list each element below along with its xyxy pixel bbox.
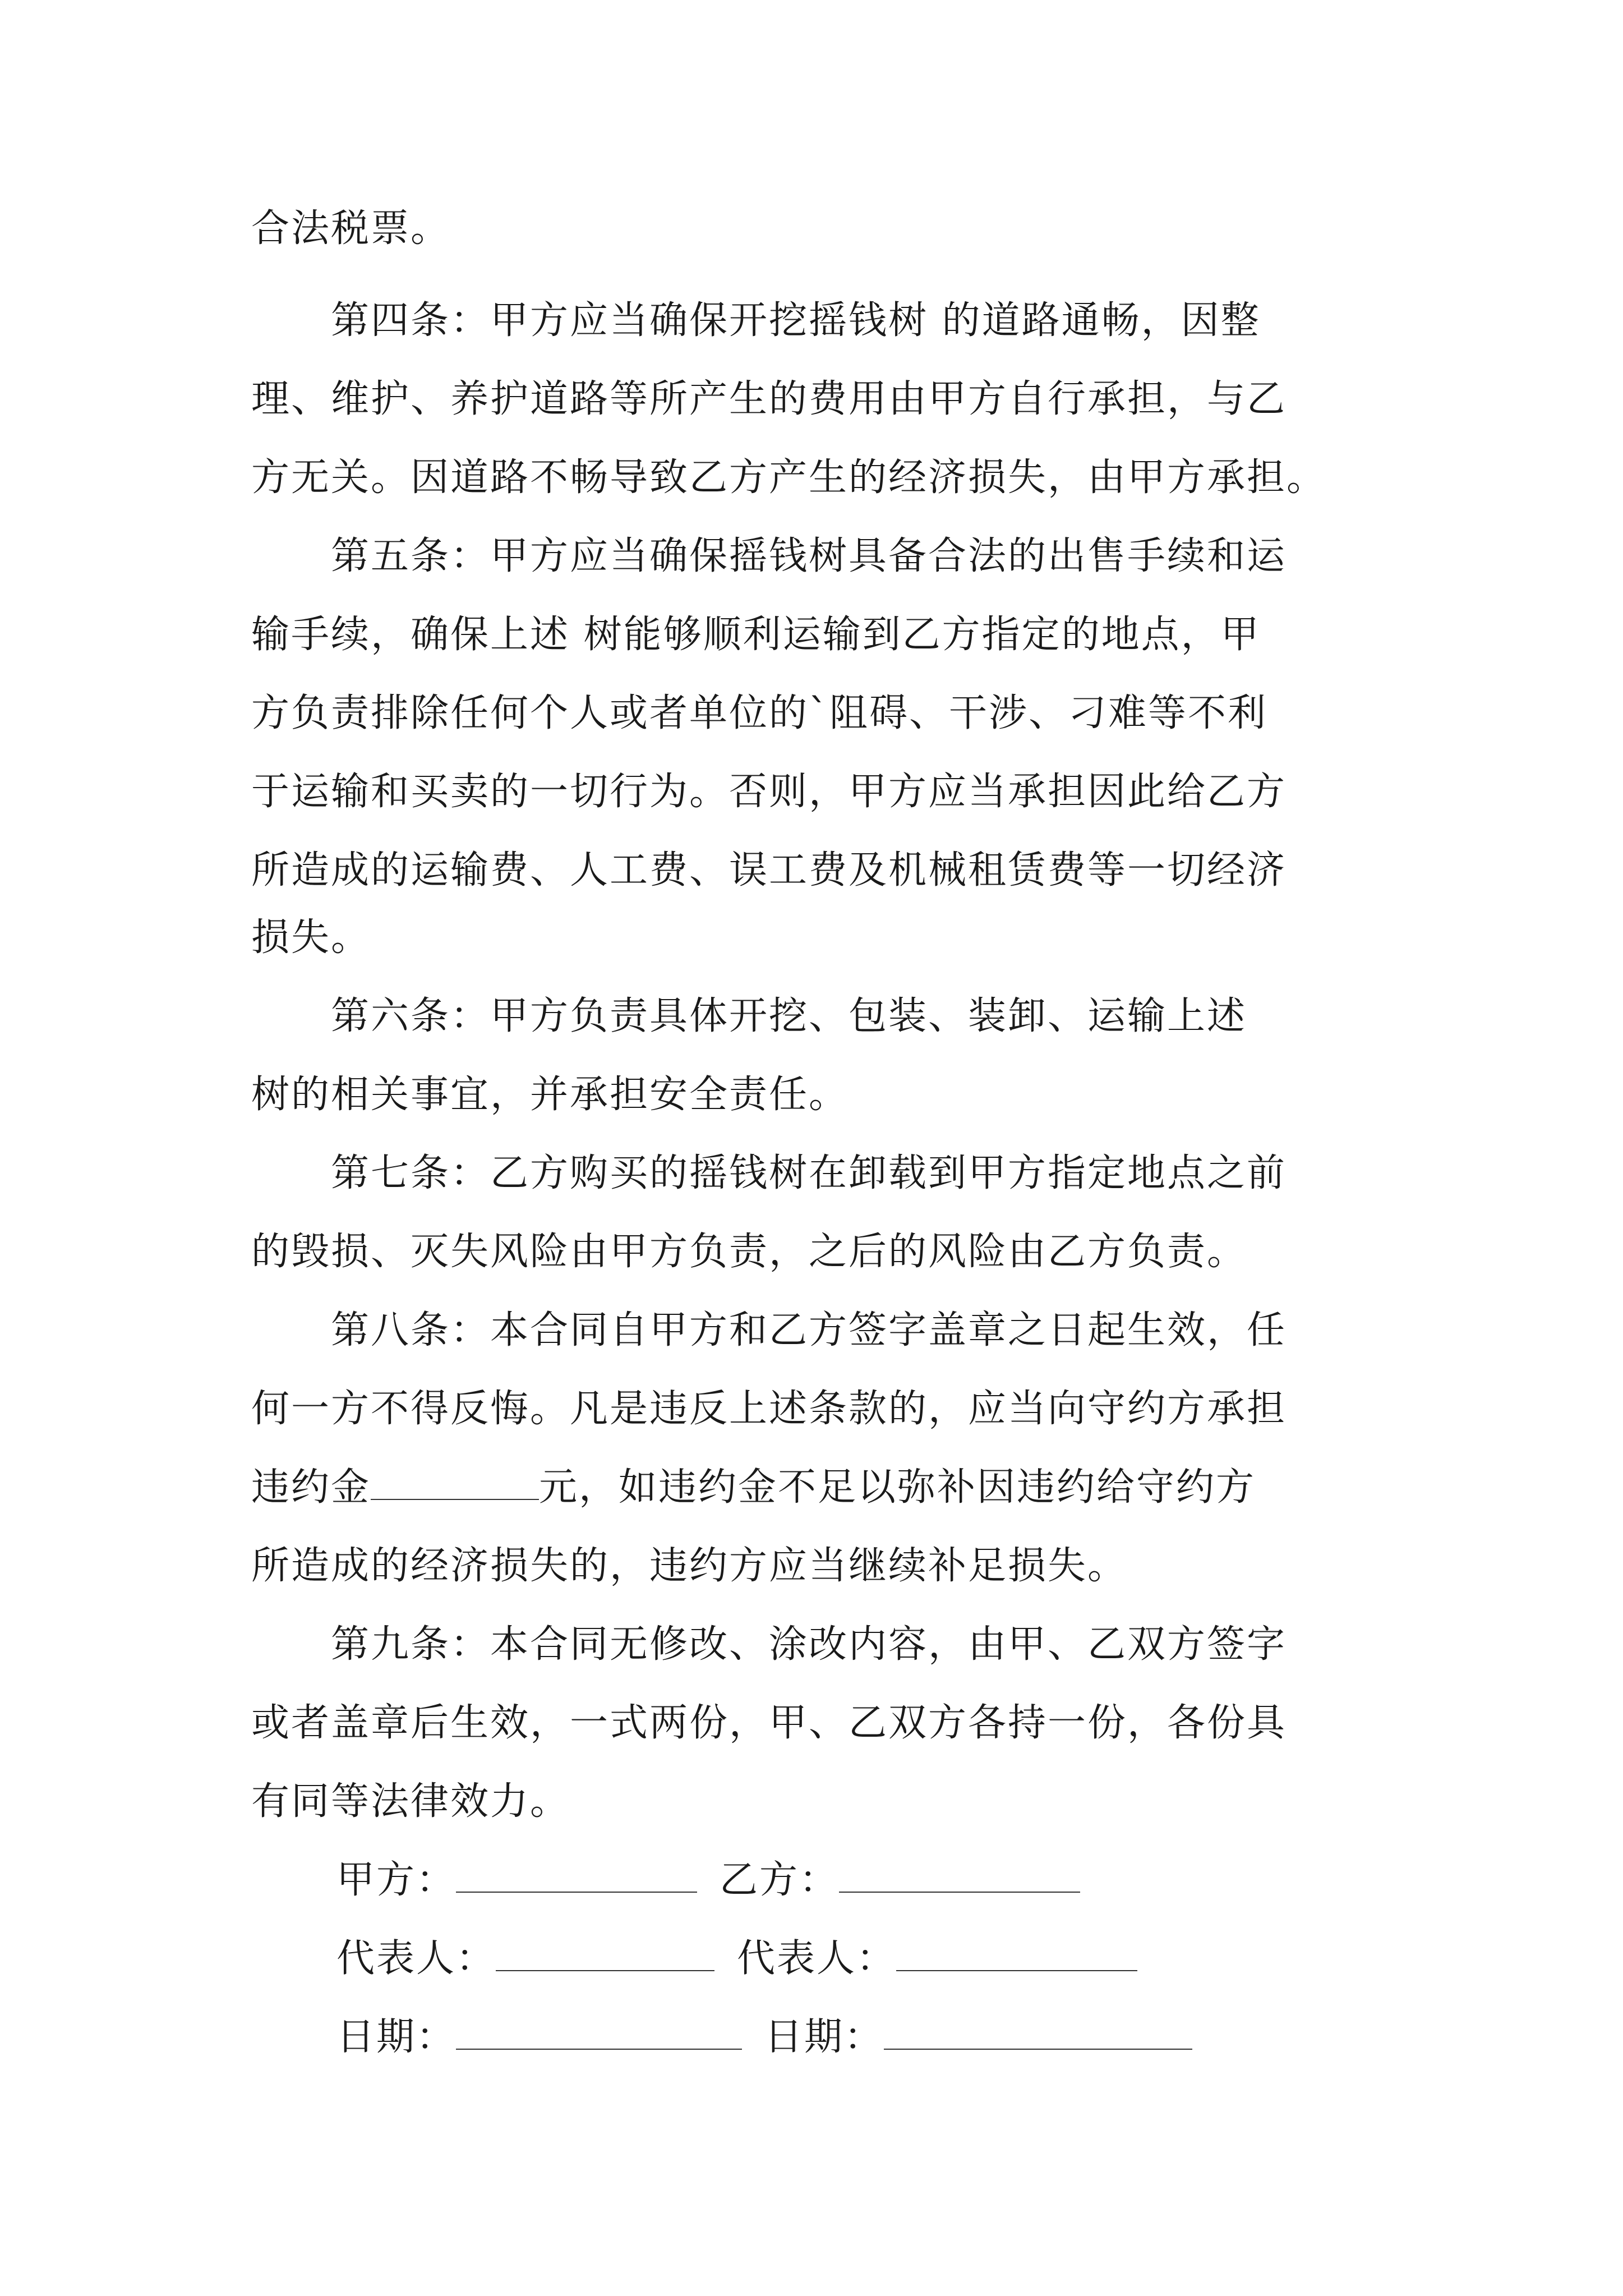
text-line-21: 有同等法律效力。 (251, 1779, 570, 1824)
signature-row-representative (336, 1932, 1137, 1986)
date-a-label: 日期： (336, 2015, 457, 2059)
text-line-20: 或者盖章后生效，一式两份，甲、乙双方各持一份，各份具 (251, 1701, 1287, 1745)
rep-b-label: 代表人： (737, 1936, 897, 1981)
text-line-12: 树的相关事宜，并承担安全责任。 (251, 1073, 849, 1117)
party-b-blank[interactable] (839, 1858, 1080, 1893)
text-line-1: 合法税票。 (251, 206, 451, 251)
date-a-blank[interactable] (456, 2015, 742, 2050)
text-line-2: 第四条：甲方应当确保开挖摇钱树 的道路通畅，因整 (251, 298, 1261, 343)
text-line-14: 的毁损、灭失风险由甲方负责，之后的风险由乙方负责。 (251, 1230, 1247, 1274)
text-line-19: 第九条：本合同无修改、涂改内容，由甲、乙双方签字 (251, 1622, 1287, 1667)
signature-row-party (336, 1853, 1080, 1907)
rep-b-blank[interactable] (896, 1936, 1137, 1971)
text-line-6: 输手续，确保上述 树能够顺利运输到乙方指定的地点，甲 (251, 613, 1261, 657)
text-line-11: 第六条：甲方负责具体开挖、包装、装卸、运输上述 (251, 994, 1247, 1038)
text-line-9: 所造成的运输费、人工费、误工费及机械租赁费等一切经济 (251, 848, 1287, 892)
text-line-13: 第七条：乙方购买的摇钱树在卸载到甲方指定地点之前 (251, 1151, 1287, 1195)
rep-a-label: 代表人： (336, 1936, 496, 1981)
text-line-8: 于运输和买卖的一切行为。否则，甲方应当承担因此给乙方 (251, 770, 1287, 814)
penalty-text-after: 元，如违约金不足以弥补因违约给守约方 (539, 1465, 1256, 1510)
text-line-7: 方负责排除任何个人或者单位的`阻碍、干涉、刁难等不利 (251, 691, 1268, 735)
text-line-18: 所造成的经济损失的，违约方应当继续补足损失。 (251, 1544, 1128, 1588)
party-a-blank[interactable] (456, 1858, 697, 1893)
text-line-5: 第五条：甲方应当确保摇钱树具备合法的出售手续和运 (251, 534, 1287, 578)
party-a-label: 甲方： (336, 1858, 457, 1902)
text-line-15: 第八条：本合同自甲方和乙方签字盖章之日起生效，任 (251, 1308, 1287, 1352)
penalty-text-before: 违约金 (251, 1465, 371, 1510)
text-line-4: 方无关。因道路不畅导致乙方产生的经济损失，由甲方承担。 (251, 455, 1327, 500)
text-line-3: 理、维护、养护道路等所产生的费用由甲方自行承担，与乙 (251, 377, 1287, 421)
date-b-label: 日期： (764, 2015, 884, 2059)
date-b-blank[interactable] (884, 2015, 1192, 2050)
text-line-10: 损失。 (251, 915, 371, 960)
text-line-16: 何一方不得反悔。凡是违反上述条款的，应当向守约方承担 (251, 1387, 1287, 1431)
penalty-line (251, 1461, 1390, 1515)
penalty-amount-blank[interactable] (371, 1465, 539, 1500)
party-b-label: 乙方： (720, 1858, 840, 1902)
rep-a-blank[interactable] (496, 1936, 714, 1971)
signature-row-date (336, 2010, 1192, 2064)
